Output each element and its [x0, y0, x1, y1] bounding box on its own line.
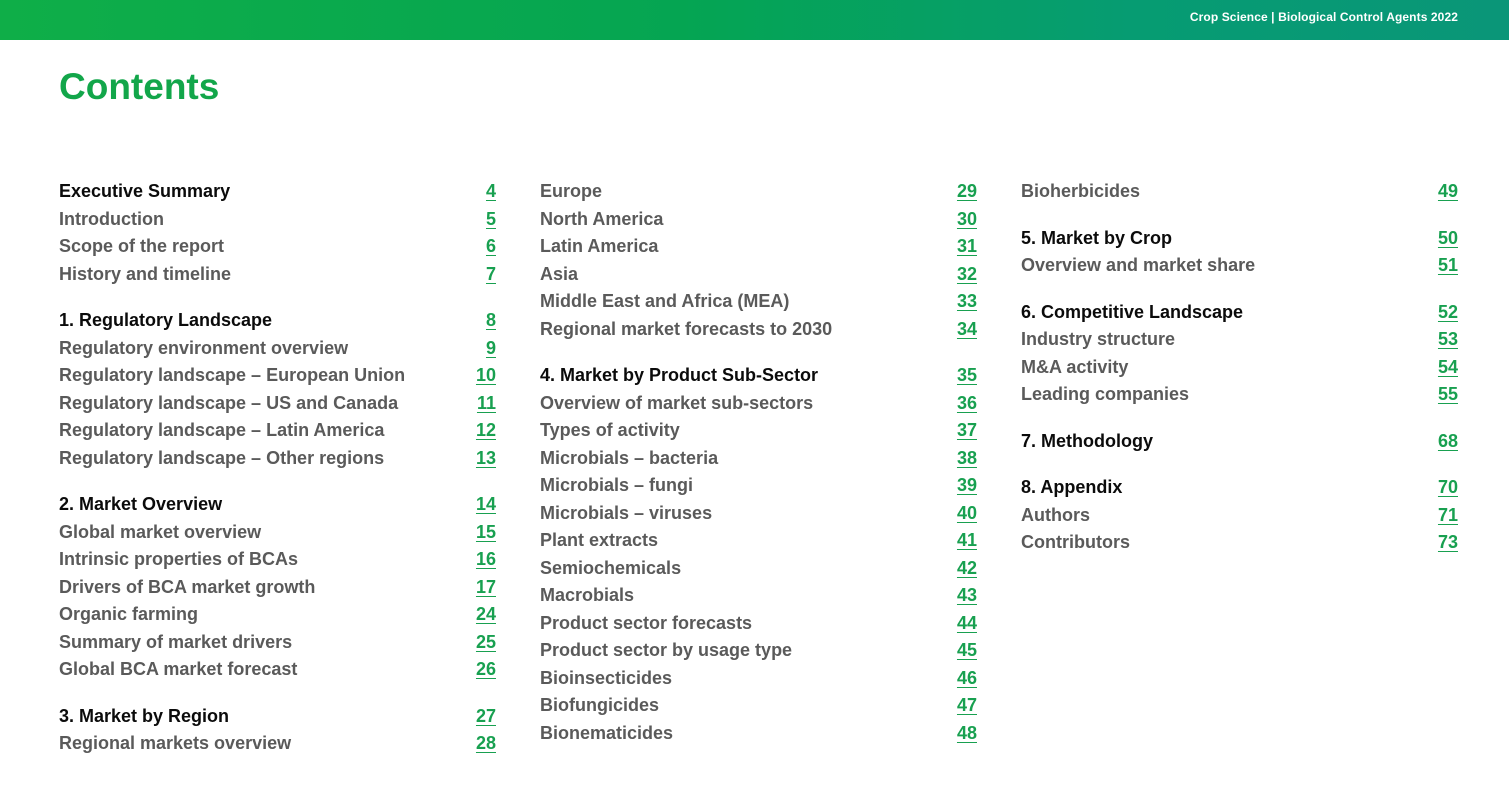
toc-section-heading [59, 703, 496, 731]
toc-page-link[interactable]: 33 [956, 291, 977, 311]
toc-entry [1021, 326, 1458, 354]
toc-page-link[interactable]: 29 [956, 181, 977, 201]
toc-gap [59, 684, 496, 703]
toc-entry-label: 6. Competitive Landscape [1021, 301, 1244, 322]
toc-entry [540, 445, 977, 473]
toc-page-link[interactable]: 12 [475, 420, 496, 440]
toc-entry [59, 233, 496, 261]
toc-page-link[interactable]: 8 [485, 310, 496, 330]
toc-entry [59, 730, 496, 758]
toc-entry-label: Overview of market sub-sectors [540, 392, 814, 413]
toc-entry-label: Middle East and Africa (MEA) [540, 291, 790, 311]
toc-entry [59, 574, 496, 602]
toc-entry [59, 390, 496, 418]
toc-entry-label: 2. Market Overview [59, 494, 223, 514]
toc-page-link[interactable]: 6 [485, 236, 496, 256]
toc-section-heading [59, 491, 496, 519]
toc-entry [59, 519, 496, 547]
toc-page-link[interactable]: 11 [476, 392, 496, 413]
toc-page-link[interactable]: 16 [475, 549, 496, 569]
toc-entry-label: Global market overview [59, 521, 262, 542]
toc-entry-label: Semiochemicals [540, 557, 682, 578]
toc-page-link[interactable]: 31 [956, 236, 977, 256]
toc-entry [540, 472, 977, 500]
toc-entry [540, 582, 977, 610]
toc-entry-label: North America [540, 208, 664, 229]
toc-column-3 [1021, 178, 1458, 557]
toc-entry-label: 5. Market by Crop [1021, 227, 1173, 248]
toc-entry [540, 233, 977, 261]
toc-entry [540, 720, 977, 748]
toc-entry-label: Drivers of BCA market growth [59, 576, 316, 597]
toc-page-link[interactable]: 37 [956, 420, 977, 440]
toc-page-link[interactable]: 10 [475, 365, 496, 385]
toc-page-link[interactable]: 28 [475, 733, 496, 753]
toc-section-heading [1021, 428, 1458, 456]
toc-page-link[interactable]: 55 [1437, 384, 1458, 404]
toc-entry [59, 629, 496, 657]
toc-page-link[interactable]: 35 [956, 365, 977, 385]
toc-page-link[interactable]: 50 [1437, 227, 1458, 248]
toc-gap [1021, 409, 1458, 428]
toc-entry-label: 7. Methodology [1021, 430, 1153, 451]
toc-entry [59, 261, 496, 289]
toc-page-link[interactable]: 49 [1437, 181, 1458, 201]
toc-column-2 [540, 178, 977, 747]
toc-page-link[interactable]: 14 [475, 494, 496, 514]
toc-entry [1021, 252, 1458, 280]
toc-page-link[interactable]: 52 [1437, 301, 1458, 322]
toc-entry-label: Overview and market share [1021, 255, 1256, 275]
toc-entry-label: Regulatory landscape – Other regions [59, 447, 385, 468]
toc-entry-label: Leading companies [1021, 384, 1190, 404]
toc-entry [540, 665, 977, 693]
toc-entry-label: Regulatory landscape – Latin America [59, 420, 385, 440]
toc-page-link[interactable]: 24 [475, 604, 496, 624]
toc-entry [540, 288, 977, 316]
toc-page-link[interactable]: 54 [1437, 356, 1458, 377]
toc-entry-label: Industry structure [1021, 329, 1176, 349]
toc-entry-label: Product sector forecasts [540, 612, 753, 633]
toc-page-link[interactable]: 38 [956, 447, 977, 468]
toc-section-heading [59, 178, 496, 206]
toc-entry-label: 1. Regulatory Landscape [59, 310, 273, 330]
toc-page-link[interactable]: 13 [475, 447, 496, 468]
toc-entry-label: Global BCA market forecast [59, 659, 298, 679]
toc-entry [540, 555, 977, 583]
toc-page-link[interactable]: 47 [956, 695, 977, 715]
toc-gap [59, 472, 496, 491]
toc-entry-label: Product sector by usage type [540, 640, 793, 660]
toc-entry-label: Organic farming [59, 604, 199, 624]
toc-section-heading [1021, 299, 1458, 327]
toc-entry-label: Europe [540, 181, 603, 201]
toc-entry [59, 656, 496, 684]
toc-page-link[interactable]: 41 [956, 530, 977, 550]
toc-page-link[interactable]: 44 [956, 612, 977, 633]
toc-page-link[interactable]: 70 [1437, 477, 1458, 497]
toc-gap [1021, 455, 1458, 474]
toc-entry-label: Executive Summary [59, 181, 231, 201]
toc-entry [1021, 529, 1458, 557]
toc-entry [540, 178, 977, 206]
toc-entry-label: Regulatory landscape – European Union [59, 365, 406, 385]
toc-page-link[interactable]: 39 [956, 475, 977, 495]
toc-entry-label: M&A activity [1021, 356, 1129, 377]
toc-gap [1021, 280, 1458, 299]
toc-entry [540, 692, 977, 720]
toc-entry-label: Regulatory landscape – US and Canada [59, 392, 399, 413]
toc-page-link[interactable]: 30 [956, 208, 977, 229]
toc-page-link[interactable]: 46 [956, 667, 977, 688]
toc-entry [540, 527, 977, 555]
toc-gap [59, 288, 496, 307]
toc-entry [540, 610, 977, 638]
toc-entry [59, 206, 496, 234]
toc-page-link[interactable]: 26 [475, 659, 496, 679]
toc-entry-label: Bionematicides [540, 722, 674, 743]
toc-page-link[interactable]: 45 [956, 640, 977, 660]
toc-entry-label: Microbials – bacteria [540, 447, 719, 468]
toc-page-link[interactable]: 73 [1437, 532, 1458, 552]
toc-entry [59, 417, 496, 445]
toc-entry [540, 390, 977, 418]
toc-page-link[interactable]: 36 [956, 392, 977, 413]
toc-entry-label: Microbials – fungi [540, 475, 694, 495]
toc-page-link[interactable]: 15 [475, 521, 496, 542]
toc-entry-label: Contributors [1021, 532, 1130, 552]
toc-page-link[interactable]: 27 [475, 705, 496, 726]
toc-section-heading [1021, 474, 1458, 502]
toc-entry [540, 206, 977, 234]
toc-page-link[interactable]: 71 [1437, 504, 1458, 525]
toc-entry-label: Intrinsic properties of BCAs [59, 549, 299, 569]
toc-entry [540, 500, 977, 528]
toc-entry-label: Authors [1021, 504, 1090, 525]
toc-entry-label: Plant extracts [540, 530, 659, 550]
toc-entry [1021, 502, 1458, 530]
toc-entry [540, 261, 977, 289]
toc-entry-label: Bioinsecticides [540, 667, 673, 688]
toc-entry [59, 335, 496, 363]
toc-entry [59, 362, 496, 390]
toc-entry-label: Types of activity [540, 420, 680, 440]
toc-entry [59, 445, 496, 473]
header-title: Crop Science | Biological Control Agents 2022 [1189, 10, 1458, 24]
toc-section-heading [540, 362, 977, 390]
toc-entry-label: History and timeline [59, 263, 232, 284]
toc-entry-label: Asia [540, 263, 579, 284]
page-title: Contents [59, 66, 220, 107]
toc-entry-label: Microbials – viruses [540, 502, 713, 523]
toc-entry-label: Bioherbicides [1021, 181, 1141, 201]
header-bar [0, 0, 1509, 40]
toc-page-link[interactable]: 7 [485, 263, 496, 284]
toc-entry-label: Regional markets overview [59, 733, 292, 753]
toc-entry [540, 637, 977, 665]
toc-page-link[interactable]: 34 [956, 318, 977, 339]
toc-entry [1021, 178, 1458, 206]
toc-page-link[interactable]: 5 [485, 208, 496, 229]
toc-page-link[interactable]: 4 [485, 181, 496, 201]
toc-page-link[interactable]: 43 [956, 585, 977, 605]
toc-page-link[interactable]: 51 [1437, 255, 1458, 275]
toc-entry-label: Regional market forecasts to 2030 [540, 318, 833, 339]
toc-entry-label: Biofungicides [540, 695, 660, 715]
toc-page-link[interactable]: 9 [485, 337, 496, 358]
toc-entry [540, 417, 977, 445]
toc-entry-label: Summary of market drivers [59, 631, 293, 652]
toc-entry [59, 601, 496, 629]
toc-entry-label: Macrobials [540, 585, 635, 605]
toc-entry-label: 4. Market by Product Sub-Sector [540, 365, 819, 385]
toc-entry-label: Latin America [540, 236, 659, 256]
toc-page-link[interactable]: 40 [956, 502, 977, 523]
toc-entry-label: 8. Appendix [1021, 477, 1123, 497]
toc-entry [540, 316, 977, 344]
toc-entry-label: Introduction [59, 208, 164, 229]
toc-page-link[interactable]: 53 [1437, 329, 1458, 349]
toc-page-link[interactable]: 25 [475, 631, 496, 652]
toc-entry [1021, 354, 1458, 382]
toc-gap [1021, 206, 1458, 225]
toc-page-link[interactable]: 32 [956, 263, 977, 284]
toc-column-1 [59, 178, 496, 758]
toc-entry-label: Regulatory environment overview [59, 337, 349, 358]
toc-page-link[interactable]: 68 [1437, 430, 1458, 451]
toc-entry-label: Scope of the report [59, 236, 225, 256]
toc-section-heading [1021, 225, 1458, 253]
toc-section-heading [59, 307, 496, 335]
toc-entry [59, 546, 496, 574]
toc-page-link[interactable]: 42 [956, 557, 977, 578]
toc-page-link[interactable]: 17 [475, 576, 496, 597]
toc-gap [540, 343, 977, 362]
toc-entry-label: 3. Market by Region [59, 705, 230, 726]
toc-page-link[interactable]: 48 [956, 722, 977, 743]
toc-entry [1021, 381, 1458, 409]
